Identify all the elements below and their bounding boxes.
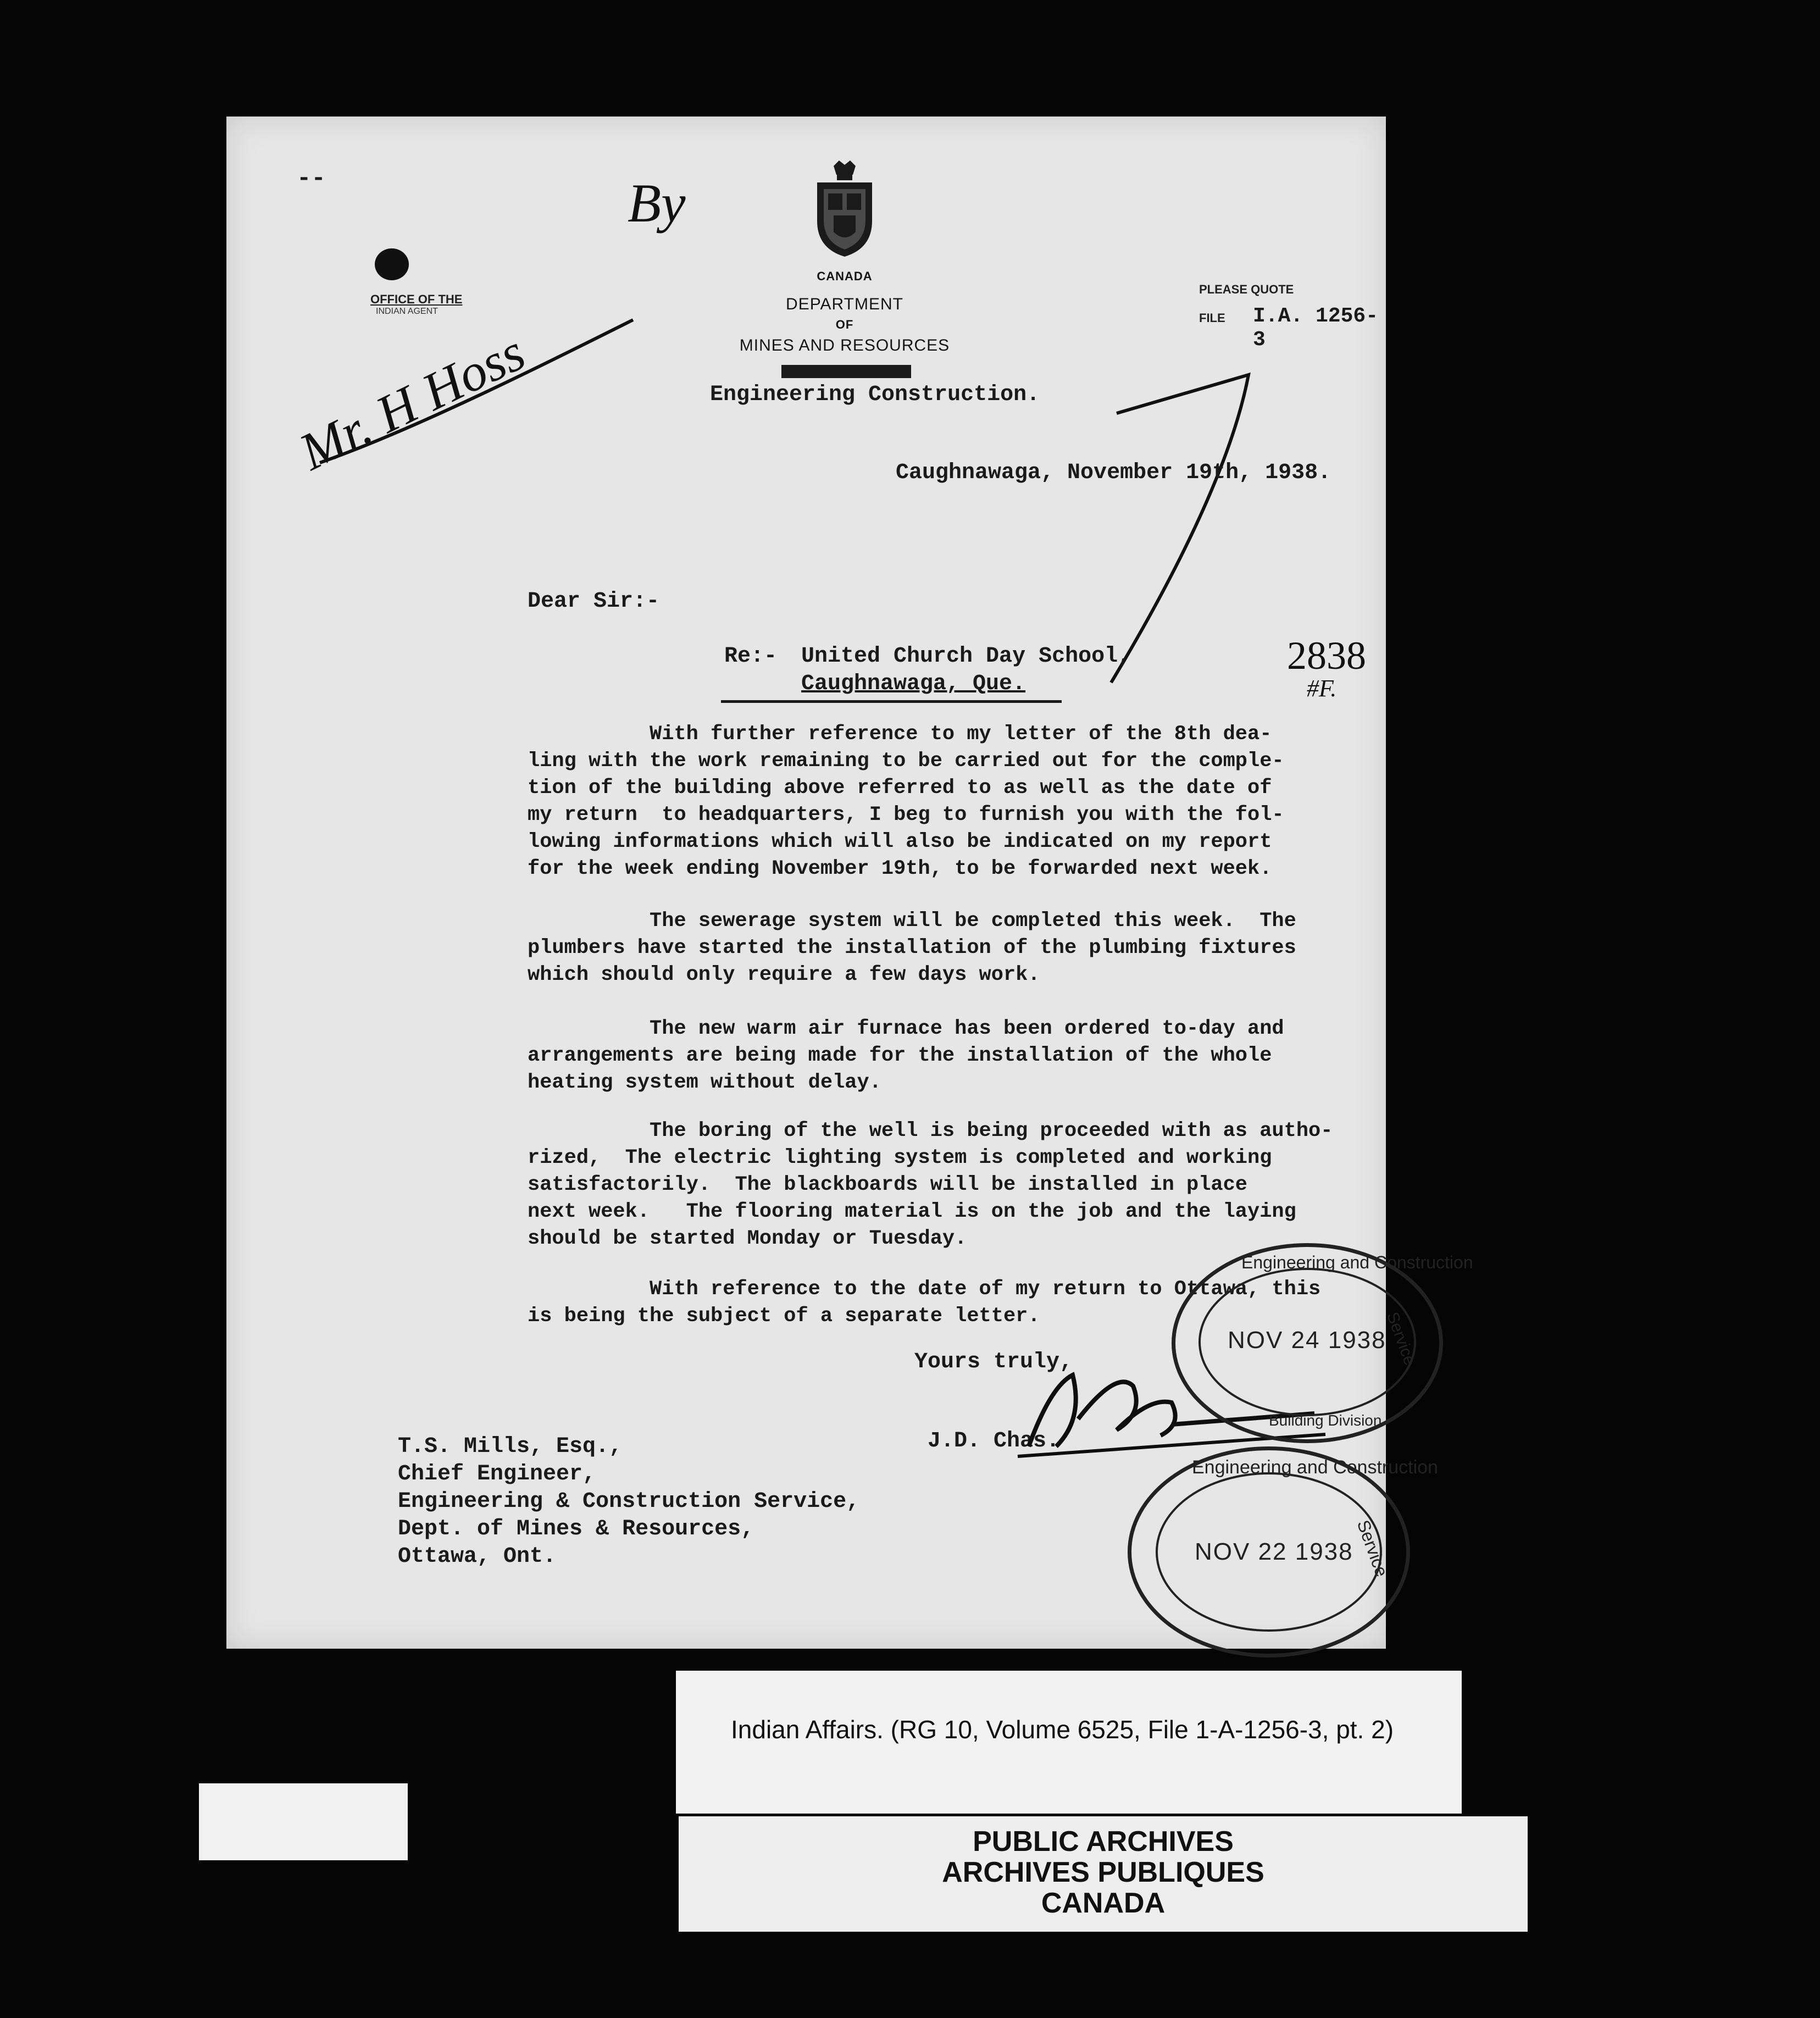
coat-of-arms-icon bbox=[806, 160, 883, 259]
paragraph-1: With further reference to my letter of the 8th dea- ling with the work remaining to be carried out for the comple- tion of the building above referred to as well as the date of my return to headquarters, I beg to furnish you with the fol- lowing informations which will also be indicated on my report for the week ending November 19th, to be forwarded next week. bbox=[528, 723, 1284, 880]
signer-name: J.D. Chas. bbox=[928, 1429, 1060, 1454]
file-label: FILE bbox=[1199, 311, 1225, 325]
archives-card bbox=[679, 1816, 1528, 1932]
letterhead-dept-3: MINES AND RESOURCES bbox=[739, 336, 950, 354]
recipient-block bbox=[398, 1433, 859, 1571]
letterhead-dept-2: OF bbox=[835, 318, 854, 331]
received-stamp bbox=[1172, 1243, 1473, 1443]
file-stamp-mark: #F. bbox=[1307, 675, 1337, 702]
stamp-date: NOV 22 1938 bbox=[1195, 1538, 1353, 1565]
stamp-right-text: Service bbox=[1383, 1310, 1419, 1368]
recipient-line: Dept. of Mines & Resources, bbox=[398, 1517, 754, 1542]
please-quote-label: PLEASE QUOTE bbox=[1199, 282, 1294, 296]
caption-card bbox=[676, 1671, 1462, 1814]
stamp-right-text: Service bbox=[1353, 1517, 1392, 1579]
re-label: Re:- bbox=[724, 644, 778, 669]
letterhead-country: CANADA bbox=[817, 269, 873, 283]
recipient-line: Chief Engineer, bbox=[398, 1462, 596, 1487]
letter-page bbox=[226, 117, 1473, 1649]
paragraph-2: The sewerage system will be completed this week. The plumbers have started the installation of the plumbing fixtures which should only require a few days work. bbox=[528, 910, 1296, 986]
redacted-bar bbox=[781, 365, 911, 378]
ink-blot bbox=[375, 248, 409, 280]
pencil-dash: -- bbox=[297, 165, 326, 192]
recipient-line: T.S. Mills, Esq., bbox=[398, 1434, 623, 1459]
paragraph-5: With reference to the date of my return to Ottawa, this is being the subject of a separate letter. bbox=[528, 1278, 1321, 1328]
letterhead-dept-1: DEPARTMENT bbox=[786, 295, 903, 313]
archives-line-3: CANADA bbox=[1041, 1887, 1166, 1919]
recipient-line: Ottawa, Ont. bbox=[398, 1544, 557, 1569]
received-stamp bbox=[1128, 1446, 1438, 1657]
office-label: OFFICE OF THE bbox=[370, 292, 463, 306]
stamp-bottom-text: Building Division bbox=[1269, 1412, 1382, 1429]
place-date: Caughnawaga, November 19th, 1938. bbox=[896, 461, 1331, 485]
salutation: Dear Sir:- bbox=[528, 589, 660, 614]
re-line-2: Caughnawaga, Que. bbox=[801, 672, 1026, 696]
archives-line-2: ARCHIVES PUBLIQUES bbox=[942, 1856, 1264, 1888]
file-stamp-number: 2838 bbox=[1287, 634, 1366, 678]
handwritten-name: Mr. H Hoss bbox=[290, 322, 534, 481]
handwritten-underline bbox=[303, 303, 688, 479]
stamp-date: NOV 24 1938 bbox=[1228, 1327, 1386, 1354]
film-tape bbox=[199, 1783, 408, 1860]
office-sublabel: INDIAN AGENT bbox=[376, 307, 438, 316]
re-underline bbox=[721, 700, 1062, 703]
branch-name: Engineering Construction. bbox=[710, 382, 1040, 407]
file-number: I.A. 1256-3 bbox=[1253, 304, 1379, 352]
archive-caption: Indian Affairs. (RG 10, Volume 6525, File 1-A-1256-3, pt. 2) bbox=[731, 1715, 1394, 1744]
stamp-top-text: Engineering and Construction bbox=[1192, 1457, 1438, 1478]
stamp-top-text: Engineering and Construction bbox=[1241, 1252, 1473, 1272]
re-line-1: United Church Day School, bbox=[801, 644, 1131, 669]
archives-line-1: PUBLIC ARCHIVES bbox=[973, 1826, 1234, 1858]
handwritten-by: By bbox=[628, 173, 686, 234]
recipient-line: Engineering & Construction Service, bbox=[398, 1489, 860, 1514]
paragraph-4: The boring of the well is being proceeded with as autho- rized, The electric lighting system is completed and working satisfactorily. The blackboards will be installed in place next week. The flooring material is on the job and the laying should be started Monday or Tuesday. bbox=[528, 1119, 1333, 1250]
paragraph-3: The new warm air furnace has been ordered to-day and arrangements are being made for the installation of the whole heating system without delay. bbox=[528, 1017, 1284, 1094]
closing: Yours truly, bbox=[914, 1350, 1073, 1374]
